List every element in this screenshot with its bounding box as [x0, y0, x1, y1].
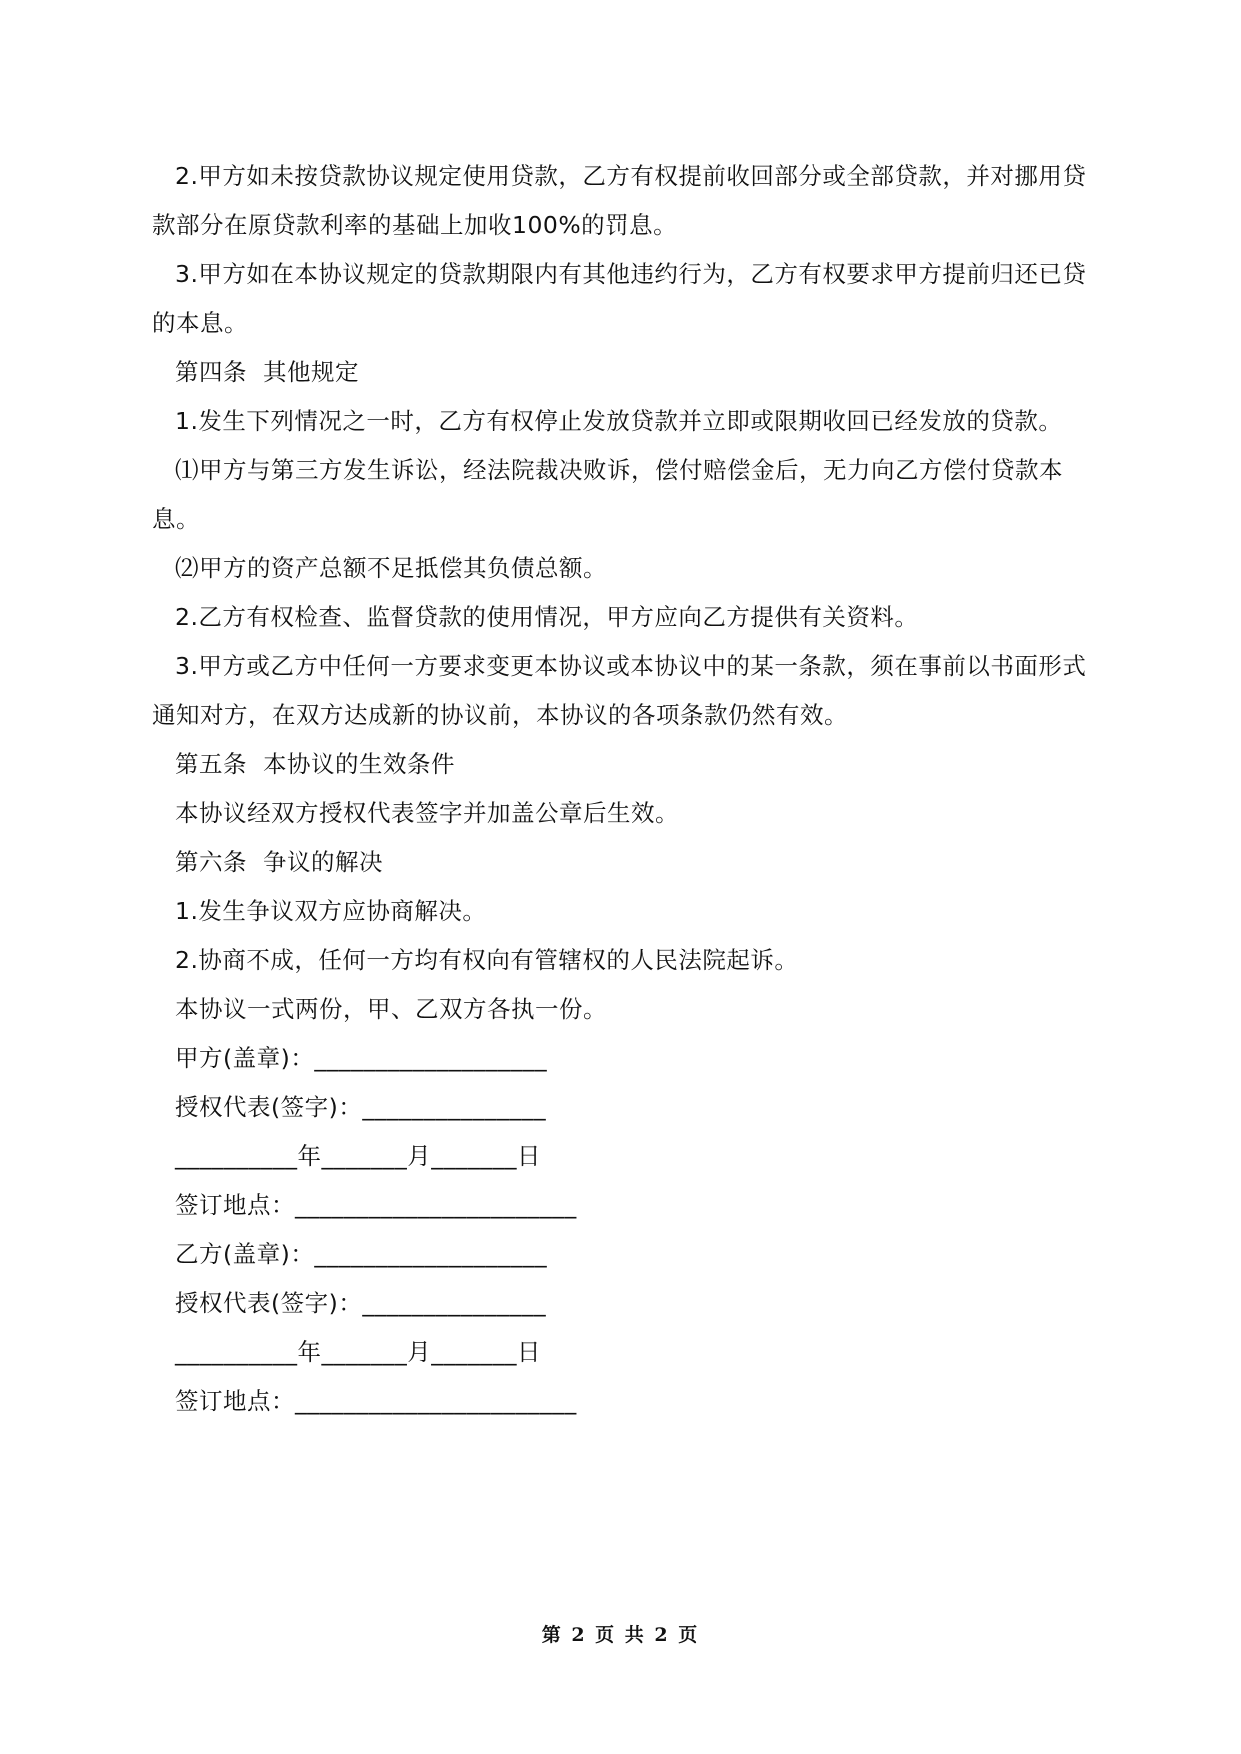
article-5-text: 本协议经双方授权代表签字并加盖公章后生效。	[175, 799, 679, 827]
party-b-place-line: 签订地点：_______________________	[175, 1387, 577, 1415]
clause-4-item-1-sub-1: ⑴甲方与第三方发生诉讼，经法院裁决败诉，偿付赔偿金后，无力向乙方偿付贷款本息。	[152, 456, 1063, 533]
clause-4-item-1: 1.发生下列情况之一时，乙方有权停止发放贷款并立即或限期收回已经发放的贷款。	[175, 407, 1063, 435]
clause-4-item-1-sub-2: ⑵甲方的资产总额不足抵偿其负债总额。	[175, 554, 607, 582]
party-b-date-line: __________年_______月_______日	[175, 1338, 541, 1366]
party-a-place-line: 签订地点：_______________________	[175, 1191, 577, 1219]
clause-6-item-1: 1.发生争议双方应协商解决。	[175, 897, 487, 925]
article-5-heading: 第五条 本协议的生效条件	[175, 750, 455, 778]
clause-6-item-2: 2.协商不成，任何一方均有权向有管辖权的人民法院起诉。	[175, 946, 799, 974]
party-a-date-line: __________年_______月_______日	[175, 1142, 541, 1170]
party-a-representative-line: 授权代表(签字)：_______________	[175, 1093, 547, 1121]
article-4-heading: 第四条 其他规定	[175, 358, 359, 386]
clause-3-item-3: 3.甲方如在本协议规定的贷款期限内有其他违约行为，乙方有权要求甲方提前归还已贷的本息。	[152, 260, 1087, 337]
party-b-representative-line: 授权代表(签字)：_______________	[175, 1289, 547, 1317]
document-body	[152, 152, 1097, 1426]
page-number-footer: 第 2 页 共 2 页	[541, 1624, 700, 1646]
clause-3-item-2: 2.甲方如未按贷款协议规定使用贷款，乙方有权提前收回部分或全部贷款，并对挪用贷款部分在原贷款利率的基础上加收100%的罚息。	[152, 162, 1087, 239]
copies-statement: 本协议一式两份，甲、乙双方各执一份。	[175, 995, 607, 1023]
party-b-seal-line: 乙方(盖章)：___________________	[175, 1240, 548, 1268]
clause-4-item-3: 3.甲方或乙方中任何一方要求变更本协议或本协议中的某一条款，须在事前以书面形式通知对方，在双方达成新的协议前，本协议的各项条款仍然有效。	[152, 652, 1087, 729]
clause-4-item-2: 2.乙方有权检查、监督贷款的使用情况，甲方应向乙方提供有关资料。	[175, 603, 919, 631]
party-a-seal-line: 甲方(盖章)：___________________	[175, 1044, 548, 1072]
article-6-heading: 第六条 争议的解决	[175, 848, 383, 876]
